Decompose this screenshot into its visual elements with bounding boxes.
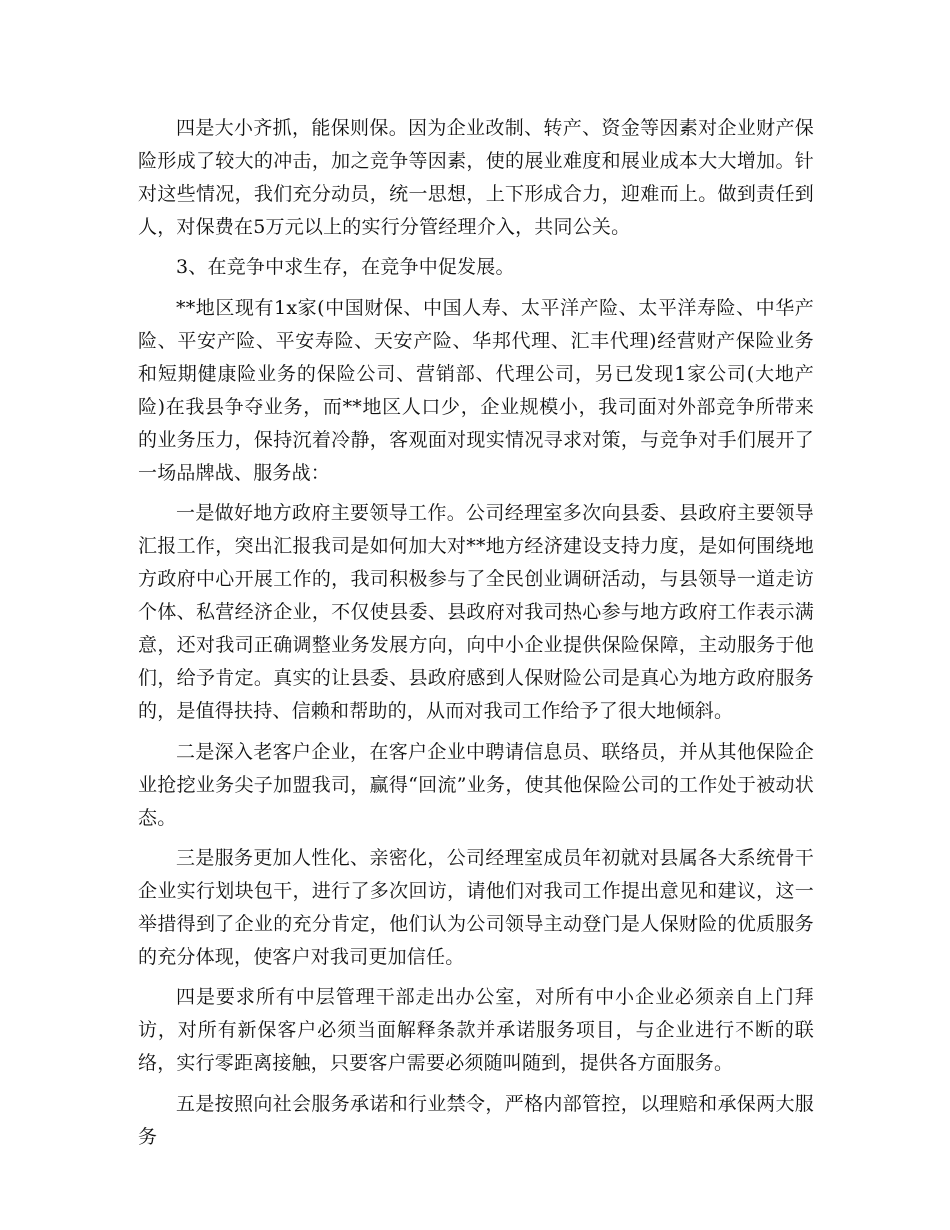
paragraph-middle-managers: 四是要求所有中层管理干部走出办公室，对所有中小企业必须亲自上门拜访，对所有新保客户必须当面解释条款并承诺服务项目，与企业进行不断的联络，实行零距离接触，只要客户需要必须随叫随到，提供各方面服务。 (138, 986, 814, 1075)
paragraph-service-commitment: 五是按照向社会服务承诺和行业禁令，严格内部管控，以理赔和承保两大服务 (138, 1092, 814, 1148)
paragraph-four-measures: 四是大小齐抓，能保则保。因为企业改制、转产、资金等因素对企业财产保险形成了较大的冲击，加之竞争等因素，使的展业难度和展业成本大大增加。针对这些情况，我们充分动员，统一思想，上下形成合力，迎难而上。做到责任到人，对保费在5万元以上的实行分管经理介入，共同公关。 (138, 117, 814, 238)
paragraph-government-work: 一是做好地方政府主要领导工作。公司经理室多次向县委、县政府主要领导汇报工作，突出汇报我司是如何加大对**地方经济建设支持力度，是如何围绕地方政府中心开展工作的，我司积极参与了全民创业调研活动，与县领导一道走访个体、私营经济企业，不仅使县委、县政府对我司热心参与地方政府工作表示满意，还对我司正确调整业务发展方向，向中小企业提供保险保障，主动服务于他们，给予肯定。真实的让县委、县政府感到人保财险公司是真心为地方政府服务的，是值得扶持、信赖和帮助的，从而对我司工作给予了很大地倾斜。 (138, 502, 814, 723)
paragraph-old-clients: 二是深入老客户企业，在客户企业中聘请信息员、联络员，并从其他保险企业抢挖业务尖子加盟我司，赢得“回流”业务，使其他保险公司的工作处于被动状态。 (138, 740, 814, 829)
paragraph-service-personalized: 三是服务更加人性化、亲密化，公司经理室成员年初就对县属各大系统骨干企业实行划块包干，进行了多次回访，请他们对我司工作提出意见和建议，这一举措得到了企业的充分肯定，他们认为公司领导主动登门是人保财险的优质服务的充分体现，使客户对我司更加信任。 (138, 846, 814, 968)
document-body (138, 112, 814, 1161)
paragraph-competition: **地区现有1x家(中国财保、中国人寿、太平洋产险、太平洋寿险、中华产险、平安产险、平安寿险、天安产险、华邦代理、汇丰代理)经营财产保险业务和短期健康险业务的保险公司、营销部、代理公司，另已发现1家公司(大地产险)在我县争夺业务，而**地区人口少，企业规模小，我司面对外部竞争所带来的业务压力，保持沉着冷静，客观面对现实情况寻求对策，与竞争对手们展开了一场品牌战、服务战： (138, 296, 814, 484)
section-heading-3: 3、在竞争中求生存，在竞争中促发展。 (176, 256, 515, 279)
